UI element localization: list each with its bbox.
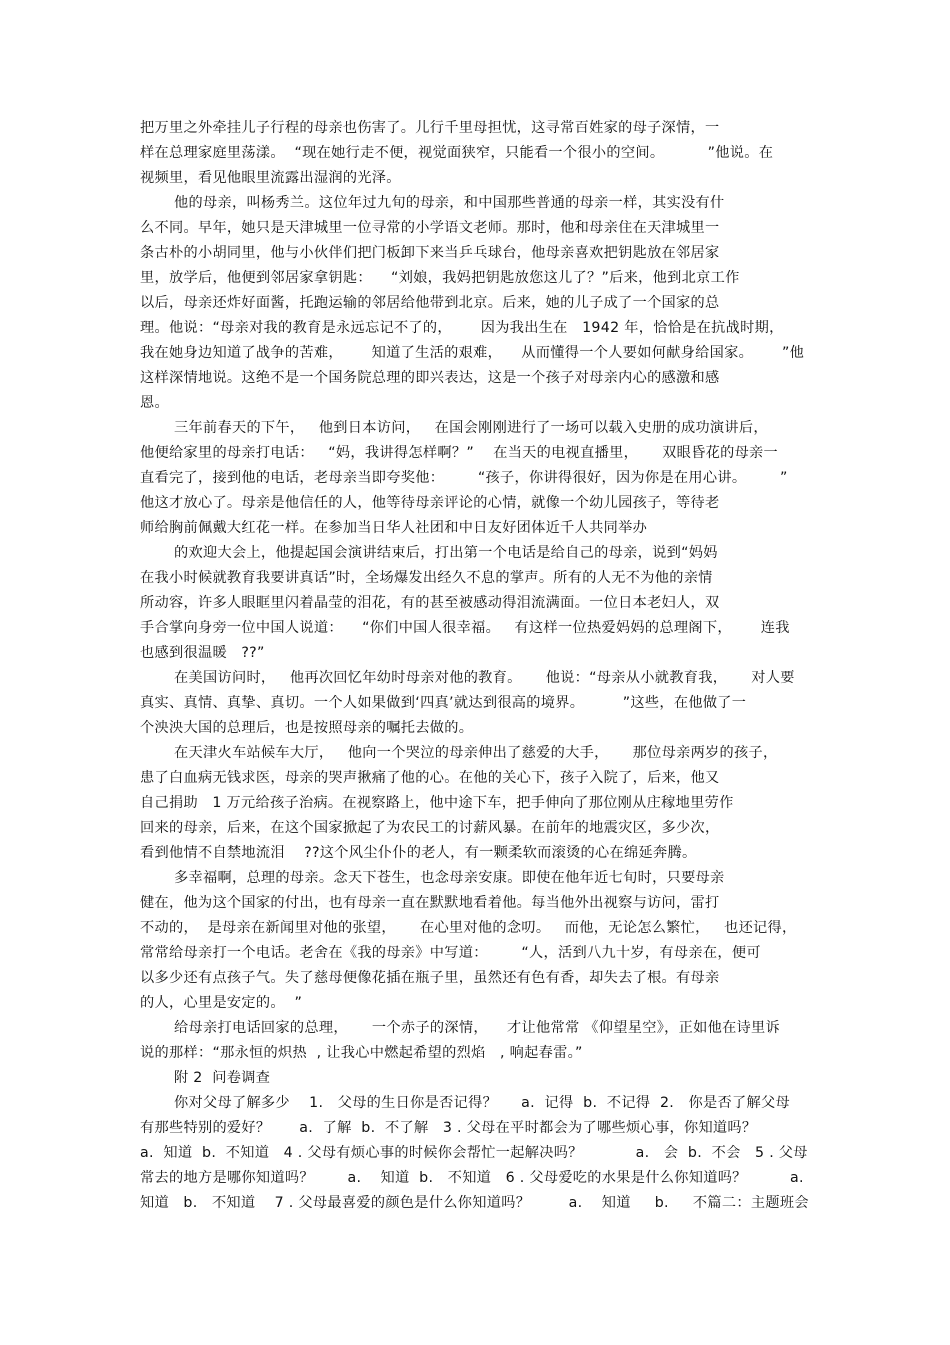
paragraph-start: 多幸福啊，总理的母亲。念天下苍生，也念母亲安康。即使在他年近七旬时，只要母亲 <box>174 870 725 886</box>
text-line: 样在总理家庭里荡漾。 “现在她行走不便，视觉面狭窄，只能看一个很小的空间。 ”他说。在 <box>140 145 774 161</box>
paragraph-start: 在天津火车站候车大厅， 他向一个哭泣的母亲伸出了慈爱的大手， 那位母亲两岁的孩子， <box>174 745 778 761</box>
text-line: 他便给家里的母亲打电话： “妈，我讲得怎样啊？” 在当天的电视直播里， 双眼昏花的母亲一 <box>140 445 779 461</box>
survey-line: 常去的地方是哪你知道吗？ a. 知道 b. 不知道 6 . 父母爱吃的水果是什么你知道吗？ a. <box>140 1170 804 1186</box>
appendix-heading: 附 2 问卷调查 <box>174 1070 271 1086</box>
paragraph-start: 在美国访问时， 他再次回忆年幼时母亲对他的教育。 他说：“母亲从小就教育我， 对人要 <box>174 670 795 686</box>
text-line: 所动容，许多人眼眶里闪着晶莹的泪花，有的甚至被感动得泪流满面。一位日本老妇人，双 <box>140 595 720 611</box>
text-line: 直看完了，接到他的电话，老母亲当即夸奖他： “孩子，你讲得很好，因为你是在用心讲。 ” <box>140 470 788 486</box>
text-line: 手合掌向身旁一位中国人说道： “你们中国人很幸福。 有这样一位热爱妈妈的总理阁下， 连我 <box>140 620 790 636</box>
text-line: 我在她身边知道了战争的苦难， 知道了生活的艰难， 从而懂得一个人要如何献身给国家。 ”他 <box>140 345 805 361</box>
text-line: 说的那样：“那永恒的炽热 , 让我心中燃起希望的烈焰 , 响起春雷。” <box>140 1045 583 1061</box>
text-line: 理。他说：“母亲对我的教育是永远忘记不了的， 因为我出生在 1942 年，恰恰是在抗战时期， <box>140 320 784 336</box>
survey-line: 你对父母了解多少 1. 父母的生日你是否记得？ a. 记得 b. 不记得 2. 你是否了解父母 <box>174 1095 790 1111</box>
text-line: 也感到很温暖 ??” <box>140 645 265 661</box>
text-line: 个泱泱大国的总理后，也是按照母亲的嘱托去做的。 <box>140 720 474 736</box>
text-line: 回来的母亲，后来，在这个国家掀起了为农民工的讨薪风暴。在前年的地震灾区，多少次， <box>140 820 720 836</box>
text-line: 以后，母亲还炸好面酱，托跑运输的邻居给他带到北京。后来，她的儿子成了一个国家的总 <box>140 295 720 311</box>
text-line: 恩。 <box>140 395 169 411</box>
text-line: 里，放学后，他便到邻居家拿钥匙： “刘娘，我妈把钥匙放您这儿了？”后来，他到北京工作 <box>140 270 740 286</box>
text-line: 在我小时候就教育我要讲真话”时，全场爆发出经久不息的掌声。所有的人无不为他的亲情 <box>140 570 713 586</box>
paragraph-start: 他的母亲，叫杨秀兰。这位年过九旬的母亲，和中国那些普通的母亲一样，其实没有什 <box>174 195 725 211</box>
text-line: 师给胸前佩戴大红花一样。在参加当日华人社团和中日友好团体近千人共同举办 <box>140 520 648 536</box>
text-line: 视频里，看见他眼里流露出湿润的光泽。 <box>140 170 401 186</box>
text-line: 不动的， 是母亲在新闻里对他的张望， 在心里对他的念叨。 而他，无论怎么繁忙， 也还记得， <box>140 920 797 936</box>
text-line: 他这才放心了。母亲是他信任的人，他等待母亲评论的心情，就像一个幼儿园孩子，等待老 <box>140 495 720 511</box>
paragraph-start: 三年前春天的下午， 他到日本访问， 在国会刚刚进行了一场可以载入史册的成功演讲后， <box>174 420 768 436</box>
text-line: 自己捐助 1 万元给孩子治病。在视察路上，他中途下车，把手伸向了那位刚从庄稼地里劳作 <box>140 795 734 811</box>
survey-line: a. 知道 b. 不知道 4 . 父母有烦心事的时候你会帮忙一起解决吗？ a. 会 b. 不会 5 . 父母 <box>140 1145 808 1161</box>
text-line: 这样深情地说。这绝不是一个国务院总理的即兴表达，这是一个孩子对母亲内心的感激和感 <box>140 370 720 386</box>
survey-line: 知道 b. 不知道 7 . 父母最喜爱的颜色是什么你知道吗？ a. 知道 b. 不篇二：主题班会 <box>140 1195 809 1211</box>
paragraph-start: 的欢迎大会上，他提起国会演讲结束后，打出第一个电话是给自己的母亲，说到“妈妈 <box>174 545 718 561</box>
survey-line: 有那些特别的爱好？ a. 了解 b. 不了解 3 . 父母在平时都会为了哪些烦心事，你知道吗？ <box>140 1120 757 1136</box>
text-line: 把万里之外牵挂儿子行程的母亲也伤害了。儿行千里母担忧，这寻常百姓家的母子深情，一 <box>140 120 720 136</box>
text-line: 的人，心里是安定的。 ” <box>140 995 303 1011</box>
paragraph-start: 给母亲打电话回家的总理， 一个赤子的深情， 才让他常常 《仰望星空》，正如他在诗里诉 <box>174 1020 781 1036</box>
text-line: 常常给母亲打一个电话。老舍在《我的母亲》中写道： “人，活到八九十岁，有母亲在，便可 <box>140 945 761 961</box>
text-line: 么不同。早年，她只是天津城里一位寻常的小学语文老师。那时，他和母亲住在天津城里一 <box>140 220 720 236</box>
text-line: 条古朴的小胡同里，他与小伙伴们把门板卸下来当乒乓球台，他母亲喜欢把钥匙放在邻居家 <box>140 245 720 261</box>
text-line: 患了白血病无钱求医，母亲的哭声揪痛了他的心。在他的关心下，孩子入院了，后来，他又 <box>140 770 720 786</box>
text-line: 健在，他为这个国家的付出，也有母亲一直在默默地看着他。每当他外出视察与访问，雷打 <box>140 895 720 911</box>
text-line: 看到他情不自禁地流泪 ??这个风尘仆仆的老人，有一颗柔软而滚烫的心在绵延奔腾。 <box>140 845 697 861</box>
text-line: 真实、真情、真挚、真切。一个人如果做到‘四真’就达到很高的境界。 ”这些，在他做了一 <box>140 695 747 711</box>
text-line: 以多少还有点孩子气。失了慈母便像花插在瓶子里，虽然还有色有香，却失去了根。有母亲 <box>140 970 720 986</box>
